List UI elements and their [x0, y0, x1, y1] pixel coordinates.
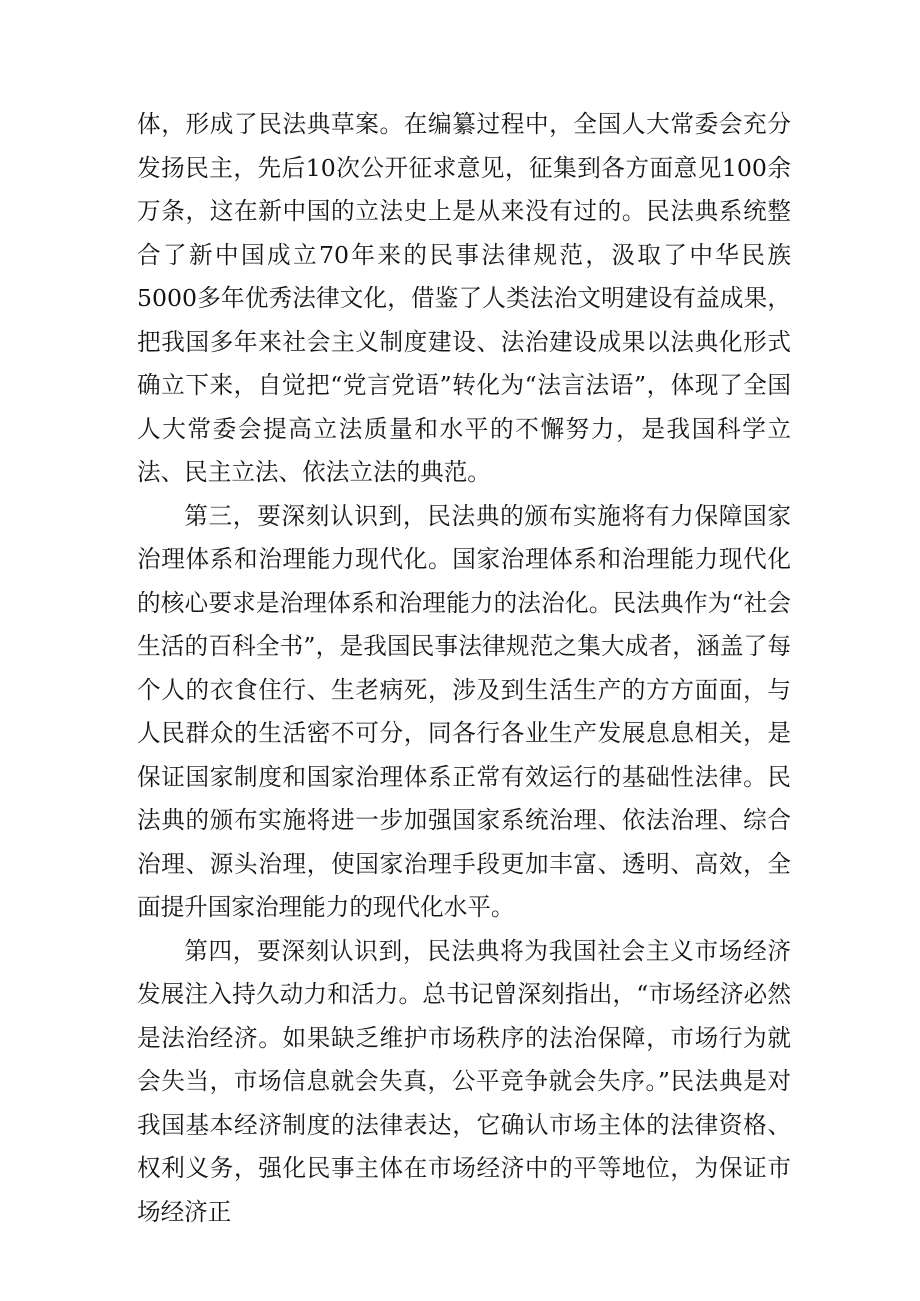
paragraph-continued: 体，形成了民法典草案。在编纂过程中，全国人大常委会充分发扬民主，先后10次公开征求意见，征集到各方面意见100余万条，这在新中国的立法史上是从来没有过的。民法典系统整合了新中国成立70年来的民事法律规范，汲取了中华民族5000多年优秀法律文化，借鉴了人类法治文明建设有益成果，把我国多年来社会主义制度建设、法治建设成果以法典化形式确立下来，自觉把“党言党语”转化为“法言法语”，体现了全国人大常委会提高立法质量和水平的不懈努力，是我国科学立法、民主立法、依法立法的典范。 [137, 110, 791, 486]
paragraph-third-point: 第三，要深刻认识到，民法典的颁布实施将有力保障国家治理体系和治理能力现代化。国家治理体系和治理能力现代化的核心要求是治理体系和治理能力的法治化。民法典作为“社会生活的百科全书”，是我国民事法律规范之集大成者，涵盖了每个人的衣食住行、生老病死，涉及到生活生产的方方面面，与人民群众的生活密不可分，同各行各业生产发展息息相关，是保证国家制度和国家治理体系正常有效运行的基础性法律。民法典的颁布实施将进一步加强国家系统治理、依法治理、综合治理、源头治理，使国家治理手段更加丰富、透明、高效，全面提升国家治理能力的现代化水平。 [137, 501, 791, 921]
paragraph-fourth-point: 第四，要深刻认识到，民法典将为我国社会主义市场经济发展注入持久动力和活力。总书记曾深刻指出，“市场经济必然是法治经济。如果缺乏维护市场秩序的法治保障，市场行为就会失当，市场信息就会失真，公平竞争就会失序。”民法典是对我国基本经济制度的法律表达，它确认市场主体的法律资格、权利义务，强化民事主体在市场经济中的平等地位，为保证市场经济正 [137, 936, 791, 1226]
body-text [137, 103, 791, 1234]
